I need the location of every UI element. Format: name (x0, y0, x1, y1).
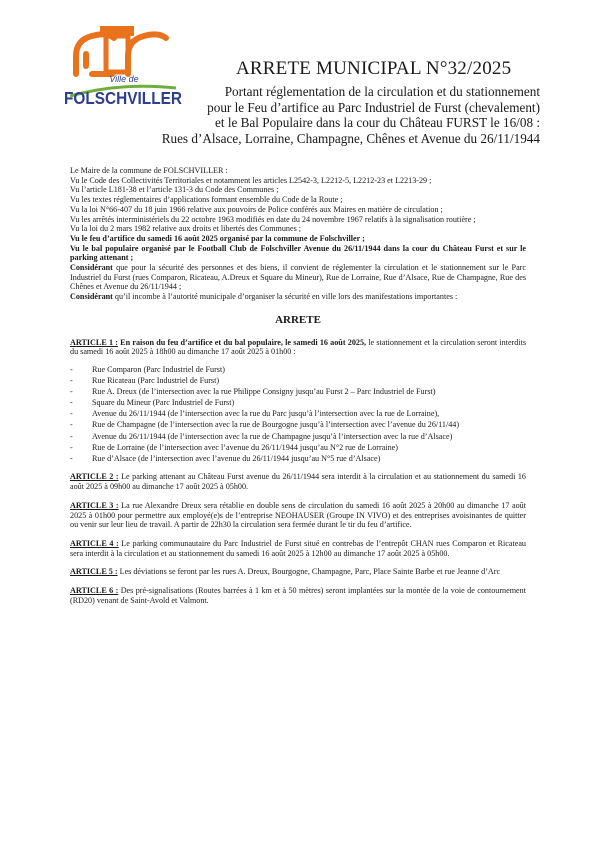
subtitle-line: Rues d’Alsace, Lorraine, Champagne, Chênes et Avenue du 26/11/1944 (161, 130, 540, 146)
considerant-text: que pour la sécurité des personnes et des biens, il convient de réglementer la circulation et le stationnement sur le Parc Industriel du Furst (rues Comparon, Ricateau, A.Dreux et Square du Mineur), Rue de Lorraine, Rue d’Alsace, Rue de Champagne, Rue des Chênes et Avenue du 26/11/1944 ; (70, 263, 526, 292)
mayor-line: Le Maire de la commune de FOLSCHVILLER : (70, 166, 228, 175)
article-text: Le parking communautaire du Parc Industriel de Furst situé en contrebas de l’entrepôt CHAN rues Comparon et Ricateau sera interdit à la circulation et au stationnement du samedi 16 août 2025 à 12h00 au dimanche 17 août 2025 à 05h00. (70, 538, 526, 558)
headframe-icon (76, 34, 166, 74)
article-text: La rue Alexandre Dreux sera rétablie en double sens de circulation du samedi 16 août 2025 à 20h00 au dimanche 17 août 2025 à 01h00 pour permettre aux employé(e)s de l’entreprise NEOHAUSER (Groupe IN VIVO) et des entreprises avoisinantes de quitter ou venir sur leur lieu de travail. A partir de 22h30 la circulation sera fermée durant le tir du feu d’artifice. (70, 500, 526, 530)
subtitle-line: et le Bal Populaire dans la cour du Château FURST le 16/08 : (215, 115, 540, 130)
arrete-heading: ARRETE (275, 313, 321, 326)
consideration-line-bold: Vu le bal populaire organisé par le Football Club de Folschviller Avenue du 26/11/1944 dans la cour du Château Furst et sur le parking attenant ; (70, 243, 526, 263)
street-item: - Avenue du 26/11/1944 (de l’intersection avec la rue du Parc jusqu’à l’intersection avec la rue de Lorraine), (92, 409, 526, 419)
article-4 (70, 539, 526, 558)
article-label: ARTICLE 1 : (70, 337, 118, 347)
street-item: - Rue de Lorraine (de l’intersection avec l’avenue du 26/11/1944 jusqu’au N°2 rue de Lorraine) (92, 443, 526, 453)
article-text: le stationnement et la circulation seront interdits du samedi 16 août 2025 à 18h00 au dimanche 17 août 2025 à 01h00 : (70, 337, 526, 357)
subtitle-line: Portant réglementation de la circulation et du stationnement (224, 84, 540, 99)
article-bold-text: En raison du feu d’artifice et du bal populaire, le samedi 16 août 2025, (117, 337, 367, 347)
street-item: - Rue Comparon (Parc Industriel de Furst) (92, 365, 526, 375)
town-name: FOLSCHVILLER (64, 88, 183, 108)
article-3 (70, 501, 526, 530)
consideration-line: Vu les textes réglementaires d’applications formant ensemble du Code de la Route ; (70, 195, 343, 205)
considerant-paragraph (70, 292, 526, 302)
street-item: - Rue d’Alsace (de l’intersection avec l’avenue du 26/11/1944 jusqu’au N°5 rue d’Alsace) (92, 454, 526, 464)
street-item: - Rue A. Dreux (de l’intersection avec la rue Philippe Consigny jusqu’au Furst 2 – Parc Industriel de Furst) (92, 387, 526, 397)
article-text: Des pré-signalisations (Routes barrées à 1 km et à 50 mètres) seront implantées sur la montée de la voie de contournement (RD20) venant de Saint-Avold et Valmont. (70, 586, 526, 605)
considerant-paragraph (70, 263, 526, 292)
consideration-line: Vu le Code des Collectivités Territoriales et notamment les articles L2542-3, L2212-5, L2212-23 et L2213-29 ; (70, 175, 432, 185)
consideration-line: Vu les arrêtés interministériels du 22 octobre 1963 modifiés en date du 24 novembre 1967 relatifs à la signalisation routière ; (70, 214, 476, 224)
article-label: ARTICLE 4 : (70, 538, 119, 548)
consideration-line: Vu l’article L181-38 et l’article 131-3 du Code des Communes ; (70, 185, 279, 195)
article-label: ARTICLE 2 : (70, 472, 119, 482)
street-item: - Rue de Champagne (de l’intersection avec la rue de Bourgogne jusqu’à l’intersection avec l’avenue du 26/11/44) (92, 420, 526, 430)
article-label: ARTICLE 3 : (70, 500, 119, 510)
document-body (70, 166, 526, 605)
street-item: - Rue Ricateau (Parc Industriel de Furst) (92, 376, 526, 386)
article-2 (70, 472, 526, 491)
article-1 (70, 338, 526, 357)
article-text: Le parking attenant au Château Furst avenue du 26/11/1944 sera interdit à la circulation et au stationnement du samedi 16 août 2025 à 09h00 au dimanche 17 août 2025 à 05h00. (70, 472, 526, 492)
article-label: ARTICLE 5 : (70, 567, 118, 577)
article-6 (70, 586, 526, 605)
street-list (70, 365, 526, 463)
article-5 (70, 567, 526, 577)
document-title: ARRETE MUNICIPAL N°32/2025 (236, 58, 512, 79)
street-item: - Square du Mineur (Parc Industriel de Furst) (92, 398, 526, 408)
subtitle-line: pour le Feu d’artifice au Parc Industriel de Furst (chevalement) (207, 99, 540, 115)
street-item: - Avenue du 26/11/1944 (de l’intersection avec la rue de Champagne jusqu’à l’intersection avec la rue d’Alsace) (92, 432, 526, 442)
article-text: Les déviations se feront par les rues A. Dreux, Bourgogne, Champagne, Parc, Place Sainte Barbe et rue Jeanne d’Arc (117, 567, 501, 577)
consideration-line: Vu la loi du 2 mars 1982 relative aux droits et libertés des Communes ; (70, 224, 302, 234)
article-label: ARTICLE 6 : (70, 586, 119, 596)
consideration-line: Vu la loi N°66-407 du 18 juin 1966 relative aux pouvoirs de Police conférés aux Maires en matière de circulation ; (70, 204, 443, 214)
document-subtitle (160, 84, 540, 146)
considerant-text: qu’il incombe à l’autorité municipale d’organiser la sécurité en ville lors des manifestations importantes : (112, 292, 458, 302)
considerant-label: Considérant (70, 292, 113, 302)
town-label: Ville de (109, 74, 139, 84)
consideration-line-bold: Vu le feu d’artifice du samedi 16 août 2025 organisé par la commune de Folschviller ; (70, 233, 365, 243)
considerant-label: Considérant (70, 263, 113, 273)
